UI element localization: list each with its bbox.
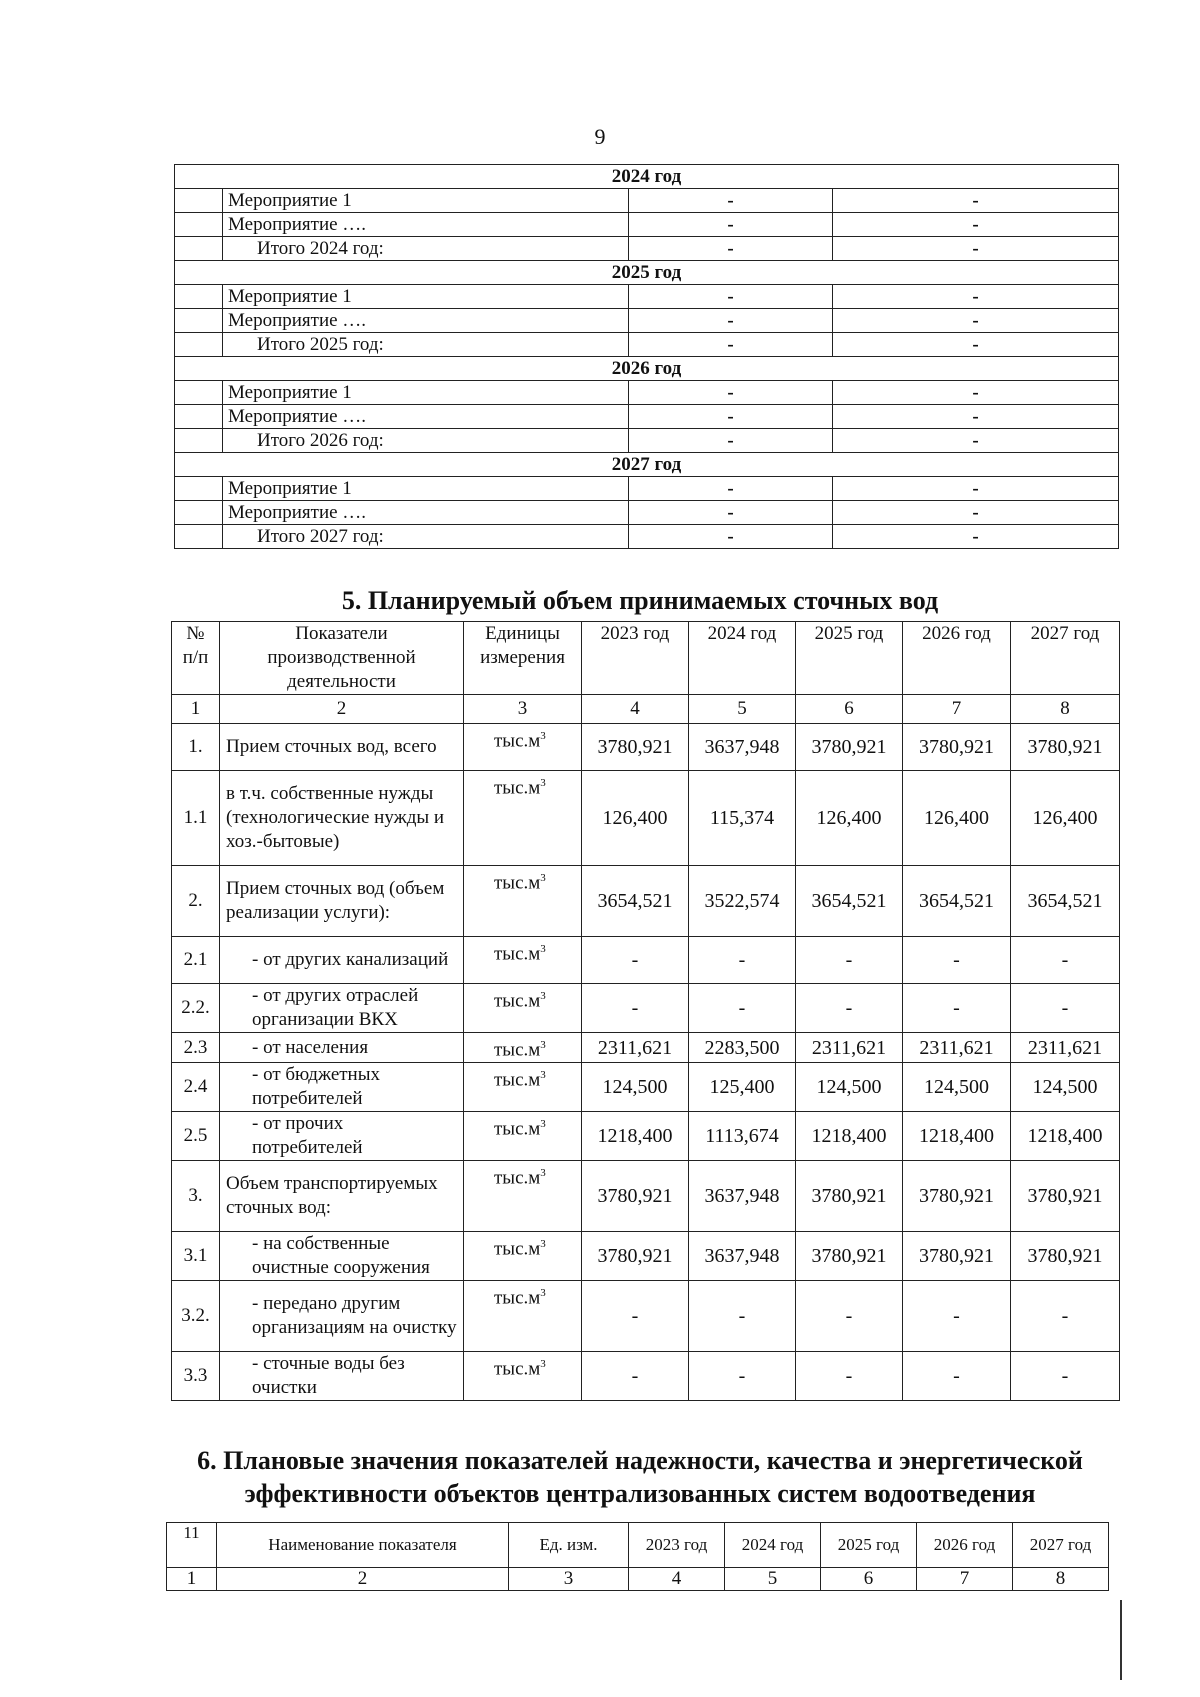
unit-text: тыс.м	[494, 990, 541, 1012]
value-cell: 3637,948	[689, 1232, 796, 1281]
activity-name: Мероприятие ….	[223, 501, 629, 525]
value-cell: 3780,921	[796, 1161, 903, 1232]
activity-name: Мероприятие 1	[223, 381, 629, 405]
column-number: 8	[1013, 1568, 1109, 1591]
indicator-name: Прием сточных вод (объем реализации услуги):	[220, 866, 464, 937]
activity-name: Мероприятие ….	[223, 213, 629, 237]
value-cell: -	[796, 984, 903, 1033]
empty-cell	[175, 477, 223, 501]
empty-cell	[175, 213, 223, 237]
activity-name: Итого 2024 год:	[223, 237, 629, 261]
activity-value: -	[833, 525, 1119, 549]
value-cell: 2311,621	[903, 1033, 1011, 1063]
column-number: 1	[172, 695, 220, 724]
activity-value: -	[833, 429, 1119, 453]
indicator-name: в т.ч. собственные нужды (технологические нужды и хоз.-бытовые)	[220, 771, 464, 866]
empty-cell	[175, 525, 223, 549]
empty-cell	[175, 429, 223, 453]
value-cell: -	[689, 1281, 796, 1352]
value-cell: 1218,400	[903, 1112, 1011, 1161]
table-row	[172, 1161, 1120, 1232]
value-cell: 3780,921	[1011, 1232, 1120, 1281]
activity-value: -	[833, 501, 1119, 525]
activity-value: -	[833, 405, 1119, 429]
header-row	[167, 1523, 1109, 1568]
unit-cell	[464, 1161, 582, 1232]
column-number: 4	[582, 695, 689, 724]
activity-value: -	[833, 309, 1119, 333]
activity-row	[175, 405, 1119, 429]
plan-activities-table	[174, 164, 1119, 549]
empty-cell	[175, 285, 223, 309]
value-cell: 3522,574	[689, 866, 796, 937]
value-cell: 115,374	[689, 771, 796, 866]
table-row	[172, 937, 1120, 984]
activity-value: -	[629, 381, 833, 405]
row-number: 2.4	[172, 1063, 220, 1112]
table-row	[172, 1063, 1120, 1112]
year-row	[175, 261, 1119, 285]
unit-exponent: 3	[540, 1118, 546, 1131]
activity-row	[175, 525, 1119, 549]
empty-cell	[175, 333, 223, 357]
activity-row	[175, 237, 1119, 261]
value-cell: 3654,521	[796, 866, 903, 937]
activity-value: -	[629, 501, 833, 525]
value-cell: 3780,921	[903, 724, 1011, 771]
activity-row	[175, 189, 1119, 213]
header-cell: 2027 год	[1011, 622, 1120, 695]
unit-exponent: 3	[540, 1167, 546, 1180]
value-cell: 2311,621	[1011, 1033, 1120, 1063]
value-cell: -	[796, 937, 903, 984]
value-cell: -	[689, 984, 796, 1033]
table-row	[172, 1232, 1120, 1281]
value-cell: -	[582, 984, 689, 1033]
indicator-name: - от бюджетных потребителей	[220, 1063, 464, 1112]
value-cell: 126,400	[1011, 771, 1120, 866]
value-cell: 124,500	[796, 1063, 903, 1112]
table-row	[172, 984, 1120, 1033]
header-cell: 11	[167, 1523, 217, 1568]
row-number: 2.	[172, 866, 220, 937]
value-cell: -	[903, 937, 1011, 984]
empty-cell	[175, 189, 223, 213]
unit-text: тыс.м	[494, 1069, 541, 1091]
value-cell: 2283,500	[689, 1033, 796, 1063]
wastewater-volume-table	[171, 621, 1120, 1401]
scan-edge-mark	[1120, 1600, 1122, 1680]
value-cell: 125,400	[689, 1063, 796, 1112]
unit-cell	[464, 1232, 582, 1281]
value-cell: -	[1011, 937, 1120, 984]
indicator-name: - сточные воды без очистки	[220, 1352, 464, 1401]
empty-cell	[175, 381, 223, 405]
column-number: 7	[917, 1568, 1013, 1591]
activity-value: -	[833, 477, 1119, 501]
unit-cell	[464, 984, 582, 1033]
value-cell: -	[903, 1281, 1011, 1352]
unit-text: тыс.м	[494, 1167, 541, 1189]
year-label: 2026 год	[175, 357, 1119, 381]
activity-value: -	[629, 309, 833, 333]
unit-cell	[464, 1033, 582, 1063]
value-cell: -	[689, 1352, 796, 1401]
value-cell: 1113,674	[689, 1112, 796, 1161]
table-row	[172, 1033, 1120, 1063]
value-cell: 126,400	[582, 771, 689, 866]
unit-cell	[464, 1063, 582, 1112]
unit-text: тыс.м	[494, 730, 541, 752]
value-cell: -	[796, 1281, 903, 1352]
unit-cell	[464, 771, 582, 866]
section-6-title: 6. Плановые значения показателей надежности, качества и энергетической эффективности объектов централизованных систем водоотведения	[197, 1446, 1083, 1508]
row-number: 2.5	[172, 1112, 220, 1161]
column-number: 8	[1011, 695, 1120, 724]
unit-exponent: 3	[540, 943, 546, 955]
header-cell: 2024 год	[689, 622, 796, 695]
header-cell: 2025 год	[821, 1523, 917, 1568]
column-number: 5	[725, 1568, 821, 1591]
value-cell: -	[903, 1352, 1011, 1401]
unit-exponent: 3	[540, 777, 546, 789]
header-cell: 2023 год	[629, 1523, 725, 1568]
unit-exponent: 3	[540, 730, 546, 742]
column-number-row	[167, 1568, 1109, 1591]
activity-value: -	[629, 525, 833, 549]
header-cell: 2025 год	[796, 622, 903, 695]
unit-text: тыс.м	[494, 777, 541, 799]
column-number: 5	[689, 695, 796, 724]
header-cell: № п/п	[172, 622, 220, 695]
value-cell: 124,500	[1011, 1063, 1120, 1112]
unit-exponent: 3	[540, 1287, 546, 1300]
activity-name: Мероприятие ….	[223, 309, 629, 333]
indicator-name: Прием сточных вод, всего	[220, 724, 464, 771]
value-cell: 3780,921	[582, 724, 689, 771]
activity-value: -	[629, 405, 833, 429]
year-label: 2027 год	[175, 453, 1119, 477]
header-row	[172, 622, 1120, 695]
unit-cell	[464, 724, 582, 771]
year-label: 2024 год	[175, 165, 1119, 189]
empty-cell	[175, 405, 223, 429]
unit-cell	[464, 1112, 582, 1161]
value-cell: 1218,400	[582, 1112, 689, 1161]
value-cell: -	[582, 1352, 689, 1401]
row-number: 1.1	[172, 771, 220, 866]
activity-name: Мероприятие ….	[223, 405, 629, 429]
unit-text: тыс.м	[494, 943, 541, 965]
value-cell: 3780,921	[903, 1161, 1011, 1232]
unit-text: тыс.м	[494, 1118, 541, 1140]
section-5-title: 5. Планируемый объем принимаемых сточных вод	[341, 586, 939, 615]
activity-name: Мероприятие 1	[223, 477, 629, 501]
activity-row	[175, 429, 1119, 453]
value-cell: 2311,621	[582, 1033, 689, 1063]
table-row	[172, 724, 1120, 771]
unit-exponent: 3	[540, 1238, 546, 1251]
year-row	[175, 453, 1119, 477]
activity-name: Итого 2025 год:	[223, 333, 629, 357]
activity-value: -	[833, 333, 1119, 357]
row-number: 3.3	[172, 1352, 220, 1401]
value-cell: 126,400	[903, 771, 1011, 866]
activity-value: -	[833, 285, 1119, 309]
value-cell: -	[582, 937, 689, 984]
value-cell: 1218,400	[1011, 1112, 1120, 1161]
year-label: 2025 год	[175, 261, 1119, 285]
unit-cell	[464, 1281, 582, 1352]
table-row	[172, 866, 1120, 937]
activity-name: Итого 2026 год:	[223, 429, 629, 453]
row-number: 3.2.	[172, 1281, 220, 1352]
header-cell: 2026 год	[917, 1523, 1013, 1568]
column-number: 7	[903, 695, 1011, 724]
value-cell: 3780,921	[582, 1161, 689, 1232]
value-cell: 3654,521	[903, 866, 1011, 937]
indicator-name: - от населения	[220, 1033, 464, 1063]
value-cell: 3654,521	[582, 866, 689, 937]
column-number: 2	[220, 695, 464, 724]
activity-name: Итого 2027 год:	[223, 525, 629, 549]
row-number: 1.	[172, 724, 220, 771]
header-cell: 2026 год	[903, 622, 1011, 695]
value-cell: -	[903, 984, 1011, 1033]
header-cell: Показатели производственной деятельности	[220, 622, 464, 695]
unit-text: тыс.м	[494, 1039, 541, 1061]
indicator-name: - от других канализаций	[220, 937, 464, 984]
year-row	[175, 357, 1119, 381]
page-number: 9	[594, 124, 606, 149]
row-number: 3.	[172, 1161, 220, 1232]
activity-value: -	[629, 237, 833, 261]
row-number: 2.2.	[172, 984, 220, 1033]
activity-value: -	[629, 189, 833, 213]
activity-name: Мероприятие 1	[223, 285, 629, 309]
value-cell: 3654,521	[1011, 866, 1120, 937]
table-row	[172, 771, 1120, 866]
unit-text: тыс.м	[494, 872, 541, 894]
table-row	[172, 1112, 1120, 1161]
activity-row	[175, 333, 1119, 357]
unit-exponent: 3	[540, 1039, 546, 1051]
header-cell: 2024 год	[725, 1523, 821, 1568]
header-cell: 2023 год	[582, 622, 689, 695]
column-number: 4	[629, 1568, 725, 1591]
column-number: 2	[217, 1568, 509, 1591]
activity-value: -	[833, 381, 1119, 405]
value-cell: -	[1011, 1352, 1120, 1401]
activity-value: -	[629, 285, 833, 309]
row-number: 3.1	[172, 1232, 220, 1281]
value-cell: -	[1011, 1281, 1120, 1352]
indicator-name: Объем транспортируемых сточных вод:	[220, 1161, 464, 1232]
value-cell: 2311,621	[796, 1033, 903, 1063]
column-number: 6	[821, 1568, 917, 1591]
unit-exponent: 3	[540, 990, 546, 1002]
header-cell: Единицы измерения	[464, 622, 582, 695]
unit-text: тыс.м	[494, 1287, 541, 1309]
activity-value: -	[833, 237, 1119, 261]
activity-row	[175, 309, 1119, 333]
unit-exponent: 3	[540, 1358, 546, 1371]
year-row	[175, 165, 1119, 189]
value-cell: 124,500	[582, 1063, 689, 1112]
unit-cell	[464, 866, 582, 937]
unit-cell	[464, 937, 582, 984]
empty-cell	[175, 309, 223, 333]
header-cell: Наименование показателя	[217, 1523, 509, 1568]
value-cell: 124,500	[903, 1063, 1011, 1112]
table-row	[172, 1352, 1120, 1401]
unit-exponent: 3	[540, 872, 546, 884]
unit-cell	[464, 1352, 582, 1401]
activity-value: -	[629, 333, 833, 357]
value-cell: 3780,921	[1011, 724, 1120, 771]
row-number: 2.3	[172, 1033, 220, 1063]
reliability-indicators-table	[166, 1522, 1109, 1591]
value-cell: 1218,400	[796, 1112, 903, 1161]
unit-exponent: 3	[540, 1069, 546, 1082]
activity-row	[175, 381, 1119, 405]
value-cell: 3637,948	[689, 724, 796, 771]
value-cell: 3780,921	[1011, 1161, 1120, 1232]
value-cell: -	[582, 1281, 689, 1352]
header-cell: 2027 год	[1013, 1523, 1109, 1568]
indicator-name: - на собственные очистные сооружения	[220, 1232, 464, 1281]
activity-value: -	[629, 429, 833, 453]
unit-text: тыс.м	[494, 1238, 541, 1260]
activity-value: -	[833, 189, 1119, 213]
activity-value: -	[629, 477, 833, 501]
empty-cell	[175, 501, 223, 525]
value-cell: -	[796, 1352, 903, 1401]
value-cell: 3637,948	[689, 1161, 796, 1232]
activity-name: Мероприятие 1	[223, 189, 629, 213]
row-number: 2.1	[172, 937, 220, 984]
indicator-name: - от прочих потребителей	[220, 1112, 464, 1161]
value-cell: 126,400	[796, 771, 903, 866]
value-cell: 3780,921	[796, 1232, 903, 1281]
indicator-name: - передано другим организациям на очистку	[220, 1281, 464, 1352]
column-number: 1	[167, 1568, 217, 1591]
value-cell: -	[1011, 984, 1120, 1033]
empty-cell	[175, 237, 223, 261]
activity-row	[175, 213, 1119, 237]
value-cell: 3780,921	[903, 1232, 1011, 1281]
value-cell: 3780,921	[796, 724, 903, 771]
column-number: 3	[464, 695, 582, 724]
column-number-row	[172, 695, 1120, 724]
activity-value: -	[833, 213, 1119, 237]
column-number: 6	[796, 695, 903, 724]
column-number: 3	[509, 1568, 629, 1591]
activity-row	[175, 501, 1119, 525]
header-cell: Ед. изм.	[509, 1523, 629, 1568]
indicator-name: - от других отраслей организации ВКХ	[220, 984, 464, 1033]
unit-text: тыс.м	[494, 1358, 541, 1380]
value-cell: -	[689, 937, 796, 984]
value-cell: 3780,921	[582, 1232, 689, 1281]
activity-row	[175, 285, 1119, 309]
table-row	[172, 1281, 1120, 1352]
activity-value: -	[629, 213, 833, 237]
activity-row	[175, 477, 1119, 501]
